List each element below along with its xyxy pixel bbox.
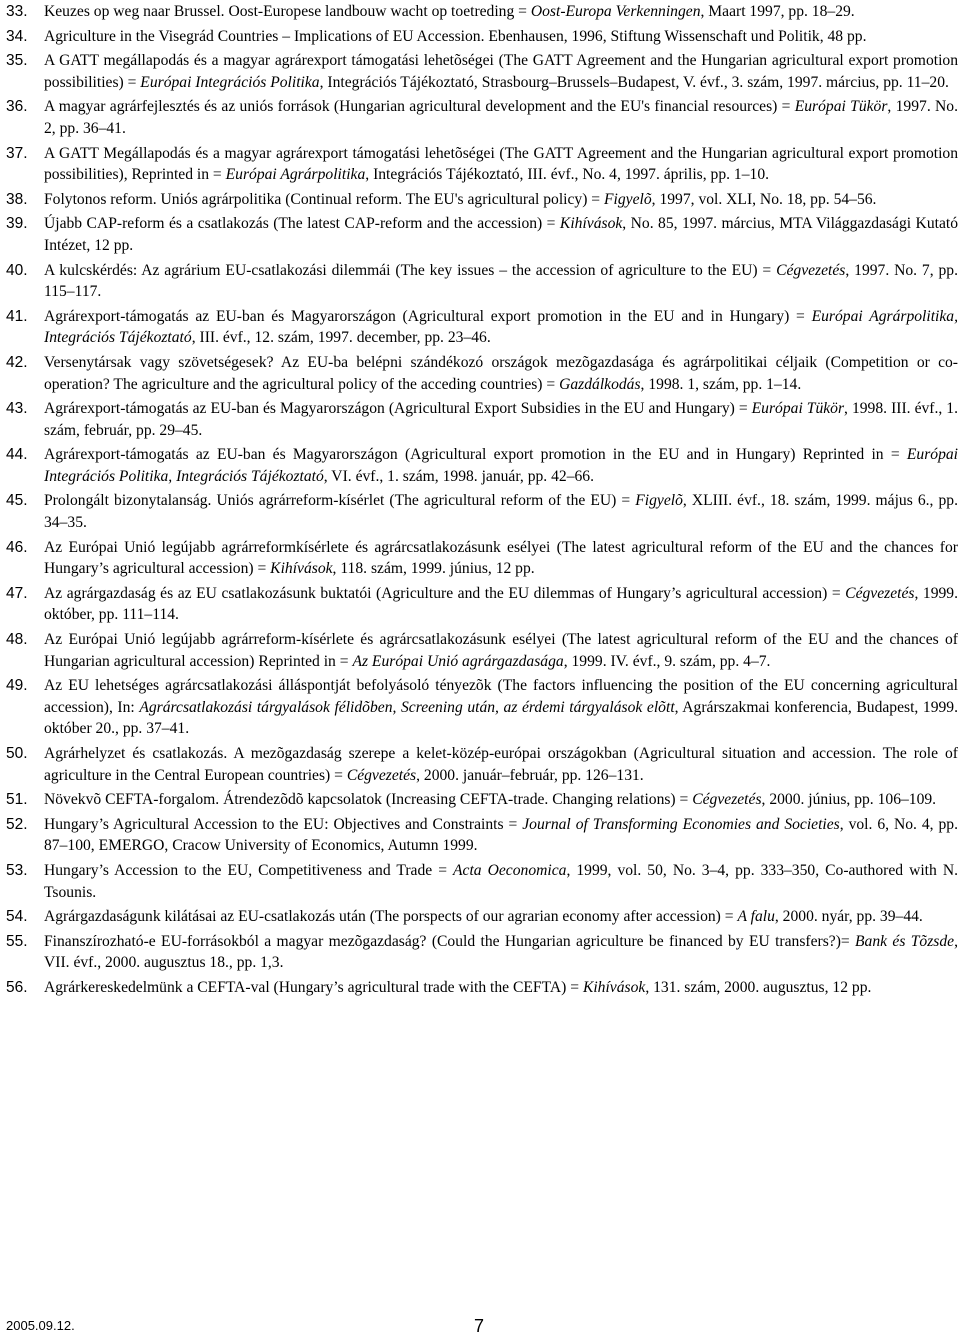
reference-text-segment: , No. 85, 1997. március, MTA Világgazdasági Kutató Intézet, 12 pp. bbox=[44, 215, 958, 254]
reference-text-segment: , 1997. No. 2, pp. 36–41. bbox=[44, 98, 958, 137]
reference-text bbox=[44, 398, 958, 441]
reference-text-segment: A GATT megállapodás és a magyar agrárexport támogatási lehetõségei (The GATT Agreement and the Hungarian agricultural export promotion possibilities) = bbox=[44, 52, 958, 91]
reference-item bbox=[6, 583, 958, 626]
reference-number: 40. bbox=[6, 261, 28, 279]
reference-text bbox=[44, 26, 958, 48]
reference-number: 43. bbox=[6, 400, 28, 418]
reference-text-segment: Agrárexport-támogatás az EU-ban és Magyarországon (Agricultural export promotion in the EU and in Hungary) = bbox=[44, 307, 812, 325]
reference-text-segment: , 1999. IV. évf., 9. szám, pp. 4–7. bbox=[563, 652, 771, 670]
reference-text bbox=[44, 96, 958, 139]
reference-text-segment: Hungary’s Accession to the EU, Competitiveness and Trade = bbox=[44, 861, 454, 879]
reference-text-segment: , Integrációs Tájékoztató, Strasbourg–Brussels–Budapest, V. évf., 3. szám, 1997. március, pp. 11–20. bbox=[319, 73, 949, 91]
reference-text bbox=[44, 977, 958, 999]
reference-text-segment: , 131. szám, 2000. augusztus, 12 pp. bbox=[645, 978, 872, 996]
reference-number: 48. bbox=[6, 631, 28, 649]
reference-text bbox=[44, 537, 958, 580]
reference-item bbox=[6, 860, 958, 903]
reference-text-segment: , 2000. nyár, pp. 39–44. bbox=[774, 908, 923, 926]
reference-text-segment: , VI. évf., 1. szám, 1998. január, pp. 42–66. bbox=[323, 467, 594, 485]
reference-text-segment: , 1998. 1, szám, pp. 1–14. bbox=[640, 375, 802, 393]
reference-number: 45. bbox=[6, 492, 28, 510]
reference-text-segment: , vol. 6, No. 4, pp. 87–100, EMERGO, Cracow University of Economics, Autumn 1999. bbox=[44, 815, 958, 855]
reference-text bbox=[44, 931, 958, 974]
reference-item bbox=[6, 352, 958, 395]
reference-item bbox=[6, 629, 958, 672]
reference-text-segment: Agrárexport-támogatás az EU-ban és Magyarországon (Agricultural export promotion in the EU and in Hungary) Reprinted in = bbox=[44, 446, 907, 464]
reference-item bbox=[6, 814, 958, 857]
reference-text-segment: Agrárkereskedelmünk a CEFTA-val (Hungary’s agricultural trade with the CEFTA) = bbox=[44, 978, 583, 996]
reference-text-segment: Agrárhelyzet és csatlakozás. A mezõgazdaság szerepe a kelet-közép-európai országokban (Agricultural situation and accession. The role of agriculture in the Central European countries) = bbox=[44, 745, 958, 784]
page-number: 7 bbox=[474, 1316, 485, 1336]
reference-number: 49. bbox=[6, 677, 28, 695]
reference-item bbox=[6, 444, 958, 487]
reference-item bbox=[6, 189, 958, 211]
reference-item bbox=[6, 143, 958, 186]
reference-text-segment: Agrárexport-támogatás az EU-ban és Magyarországon (Agricultural Export Subsidies in the EU and Hungary) = bbox=[44, 400, 752, 418]
reference-text bbox=[44, 583, 958, 626]
reference-item bbox=[6, 789, 958, 811]
reference-text bbox=[44, 490, 958, 533]
reference-text-segment: A GATT Megállapodás és a magyar agrárexport támogatási lehetõségei (The GATT Agreement and the Hungarian agricultural export promotion possibilities), Reprinted in = bbox=[44, 144, 958, 184]
reference-text-segment: Finanszírozható-e EU-forrásokból a magyar mezõgazdaság? (Could the Hungarian agriculture be financed by EU transfers?)= bbox=[44, 932, 856, 950]
reference-source-title: Európai Tükör bbox=[794, 98, 888, 116]
reference-number: 42. bbox=[6, 353, 28, 371]
reference-text-segment: , 2000. június, pp. 106–109. bbox=[761, 791, 937, 809]
reference-source-title: Európai Agrárpolitika, Integrációs Tájékoztató bbox=[44, 307, 959, 347]
reference-number: 47. bbox=[6, 584, 28, 602]
reference-text-segment: , 118. szám, 1999. június, 12 pp. bbox=[332, 560, 535, 578]
reference-text-segment: Újabb CAP-reform és a csatlakozás (The latest CAP-reform and the accession) = bbox=[44, 215, 560, 233]
reference-text bbox=[44, 306, 958, 349]
reference-number: 36. bbox=[6, 98, 28, 116]
reference-source-title: Gazdálkodás bbox=[559, 375, 641, 393]
reference-item bbox=[6, 96, 958, 139]
reference-number: 56. bbox=[6, 978, 28, 996]
reference-number: 35. bbox=[6, 52, 28, 70]
reference-text-segment: Prolongált bizonytalanság. Uniós agrárreform-kísérlet (The agricultural reform of the EU) = bbox=[44, 492, 636, 510]
reference-source-title: Cégvezetés bbox=[692, 791, 762, 809]
reference-text-segment: , 1997. No. 7, pp. 115–117. bbox=[44, 261, 958, 301]
reference-text-segment: , Agrárszakmai konferencia, Budapest, 1999. október 20., pp. 37–41. bbox=[44, 698, 958, 738]
reference-item bbox=[6, 398, 958, 441]
reference-text-segment: Agriculture in the Visegrád Countries – Implications of EU Accession. Ebenhausen, 1996, Stiftung Wissenschaft und Politik, 48 pp. bbox=[44, 27, 867, 45]
reference-text-segment: , 2000. január–február, pp. 126–131. bbox=[416, 766, 644, 784]
reference-source-title: Cégvezetés bbox=[776, 261, 846, 279]
reference-item bbox=[6, 675, 958, 740]
reference-source-title: Európai Integrációs Politika bbox=[140, 73, 320, 91]
reference-text-segment: Az EU lehetséges agrárcsatlakozási álláspontját befolyásoló tényezõk (The factors influencing the position of the EU concerning agricultural accession), In: bbox=[44, 677, 958, 716]
reference-text-segment: , Integrációs Tájékoztató, III. évf., No. 4, 1997. április, pp. 1–10. bbox=[365, 166, 770, 184]
reference-item bbox=[6, 931, 958, 974]
reference-item bbox=[6, 490, 958, 533]
reference-number: 46. bbox=[6, 538, 28, 556]
reference-source-title: Kihívások bbox=[582, 978, 646, 996]
reference-text-segment: A kulcskérdés: Az agrárium EU-csatlakozási dilemmái (The key issues – the accession of agriculture to the EU) = bbox=[44, 261, 777, 279]
reference-source-title: Európai Integrációs Politika, Integrációs Tájékoztató bbox=[44, 446, 958, 485]
reference-item bbox=[6, 977, 958, 999]
reference-item bbox=[6, 26, 958, 48]
reference-item bbox=[6, 906, 958, 928]
reference-text-segment: , 1998. III. évf., 1. szám, február, pp. 29–45. bbox=[44, 400, 958, 439]
reference-text-segment: Növekvõ CEFTA-forgalom. Átrendezõdõ kapcsolatok (Increasing CEFTA-trade. Changing relations) = bbox=[44, 791, 693, 809]
reference-text-segment: Folytonos reform. Uniós agrárpolitika (Continual reform. The EU's agricultural policy) = bbox=[44, 190, 605, 208]
reference-number: 33. bbox=[6, 3, 28, 20]
reference-source-title: Kihívások bbox=[270, 560, 333, 578]
reference-number: 34. bbox=[6, 27, 28, 45]
reference-number: 50. bbox=[6, 745, 28, 762]
reference-number: 39. bbox=[6, 215, 28, 233]
reference-text bbox=[44, 789, 958, 811]
reference-text-segment: , VII. évf., 2000. augusztus 18., pp. 1,3. bbox=[44, 932, 958, 972]
reference-text-segment: Keuzes op weg naar Brussel. Oost-Europese landbouw wacht op toetreding = bbox=[44, 3, 531, 20]
reference-source-title: Agrárcsatlakozási tárgyalások félidõben, Screening után, az érdemi tárgyalások elõtt bbox=[139, 698, 675, 716]
reference-text bbox=[44, 860, 958, 903]
reference-text-segment: Versenytársak vagy szövetségesek? Az EU-ba belépni szándékozó országok mezõgazdasága és agrárpolitikai céljaik (Competition or co-operation? The agriculture and the agricultural policy of the acceding countries) = bbox=[44, 353, 958, 393]
reference-item bbox=[6, 306, 958, 349]
reference-number: 52. bbox=[6, 815, 28, 833]
reference-source-title: Cégvezetés bbox=[346, 766, 417, 784]
reference-source-title: Figyelõ bbox=[635, 492, 683, 510]
reference-source-title: Kihívások bbox=[559, 215, 623, 233]
reference-number: 38. bbox=[6, 190, 28, 208]
reference-item bbox=[6, 260, 958, 303]
reference-text bbox=[44, 189, 958, 211]
reference-list bbox=[6, 1, 958, 1002]
reference-text bbox=[44, 814, 958, 857]
reference-text bbox=[44, 352, 958, 395]
reference-item bbox=[6, 213, 958, 256]
reference-text-segment: , Maart 1997, pp. 18–29. bbox=[700, 3, 855, 20]
reference-number: 41. bbox=[6, 307, 28, 325]
reference-text bbox=[44, 50, 958, 93]
reference-text bbox=[44, 213, 958, 256]
reference-text-segment: A magyar agrárfejlesztés és az uniós források (Hungarian agricultural development and the EU's financial resources) = bbox=[44, 98, 795, 116]
reference-item bbox=[6, 743, 958, 786]
reference-source-title: Az Európai Unió agrárgazdasága bbox=[352, 652, 564, 670]
reference-text bbox=[44, 1, 958, 23]
reference-text bbox=[44, 675, 958, 740]
reference-number: 44. bbox=[6, 446, 28, 464]
reference-source-title: A falu bbox=[737, 908, 775, 926]
reference-number: 51. bbox=[6, 791, 28, 809]
reference-number: 55. bbox=[6, 932, 28, 950]
footer-date: 2005.09.12. bbox=[6, 1318, 75, 1333]
reference-source-title: Európai Agrárpolitika bbox=[225, 166, 366, 184]
reference-item bbox=[6, 537, 958, 580]
reference-text-segment: Agrárgazdaságunk kilátásai az EU-csatlakozás után (The porspects of our agrarian economy after accession) = bbox=[44, 908, 738, 926]
reference-text bbox=[44, 743, 958, 786]
reference-source-title: Cégvezetés bbox=[845, 584, 915, 602]
reference-number: 53. bbox=[6, 861, 28, 879]
reference-source-title: Journal of Transforming Economies and Societies bbox=[522, 815, 840, 833]
reference-source-title: Bank és Tõzsde bbox=[855, 932, 955, 950]
reference-text bbox=[44, 629, 958, 672]
reference-number: 54. bbox=[6, 908, 28, 926]
reference-text-segment: , 1999. október, pp. 111–114. bbox=[44, 584, 958, 624]
reference-text-segment: , III. évf., 12. szám, 1997. december, pp. 23–46. bbox=[191, 329, 491, 347]
reference-text-segment: Az agrárgazdaság és az EU csatlakozásunk buktatói (Agriculture and the EU dilemmas of Hungary’s agricultural accession) = bbox=[44, 584, 846, 602]
reference-text bbox=[44, 143, 958, 186]
reference-text-segment: Hungary’s Agricultural Accession to the EU: Objectives and Constraints = bbox=[44, 815, 523, 833]
reference-text-segment: , 1999, vol. 50, No. 3–4, pp. 333–350, Co-authored with N. Tsounis. bbox=[44, 861, 958, 901]
reference-text-segment: Az Európai Unió legújabb agrárreformkísérlete és agrárcsatlakozásunk esélyei (The latest agricultural reform of the EU and the chances for Hungary’s agricultural accession) = bbox=[44, 538, 958, 578]
reference-text bbox=[44, 260, 958, 303]
reference-text-segment: , 1997, vol. XLI, No. 18, pp. 54–56. bbox=[651, 190, 877, 208]
reference-text-segment: Az Európai Unió legújabb agrárreform-kísérlete és agrárcsatlakozásunk esélyei (The latest agricultural reform of the EU and the chances of Hungarian agricultural accession) Reprinted in = bbox=[44, 631, 958, 670]
reference-text bbox=[44, 444, 958, 487]
reference-source-title: Európai Tükör bbox=[751, 400, 845, 418]
reference-source-title: Figyelõ bbox=[604, 190, 652, 208]
reference-source-title: Oost-Europa Verkenningen bbox=[530, 3, 701, 20]
reference-number: 37. bbox=[6, 144, 28, 162]
reference-text bbox=[44, 906, 958, 928]
reference-text-segment: , XLIII. évf., 18. szám, 1999. május 6., pp. 34–35. bbox=[44, 492, 958, 532]
reference-source-title: Acta Oeconomica bbox=[453, 861, 567, 879]
reference-item bbox=[6, 1, 958, 23]
reference-item bbox=[6, 50, 958, 93]
